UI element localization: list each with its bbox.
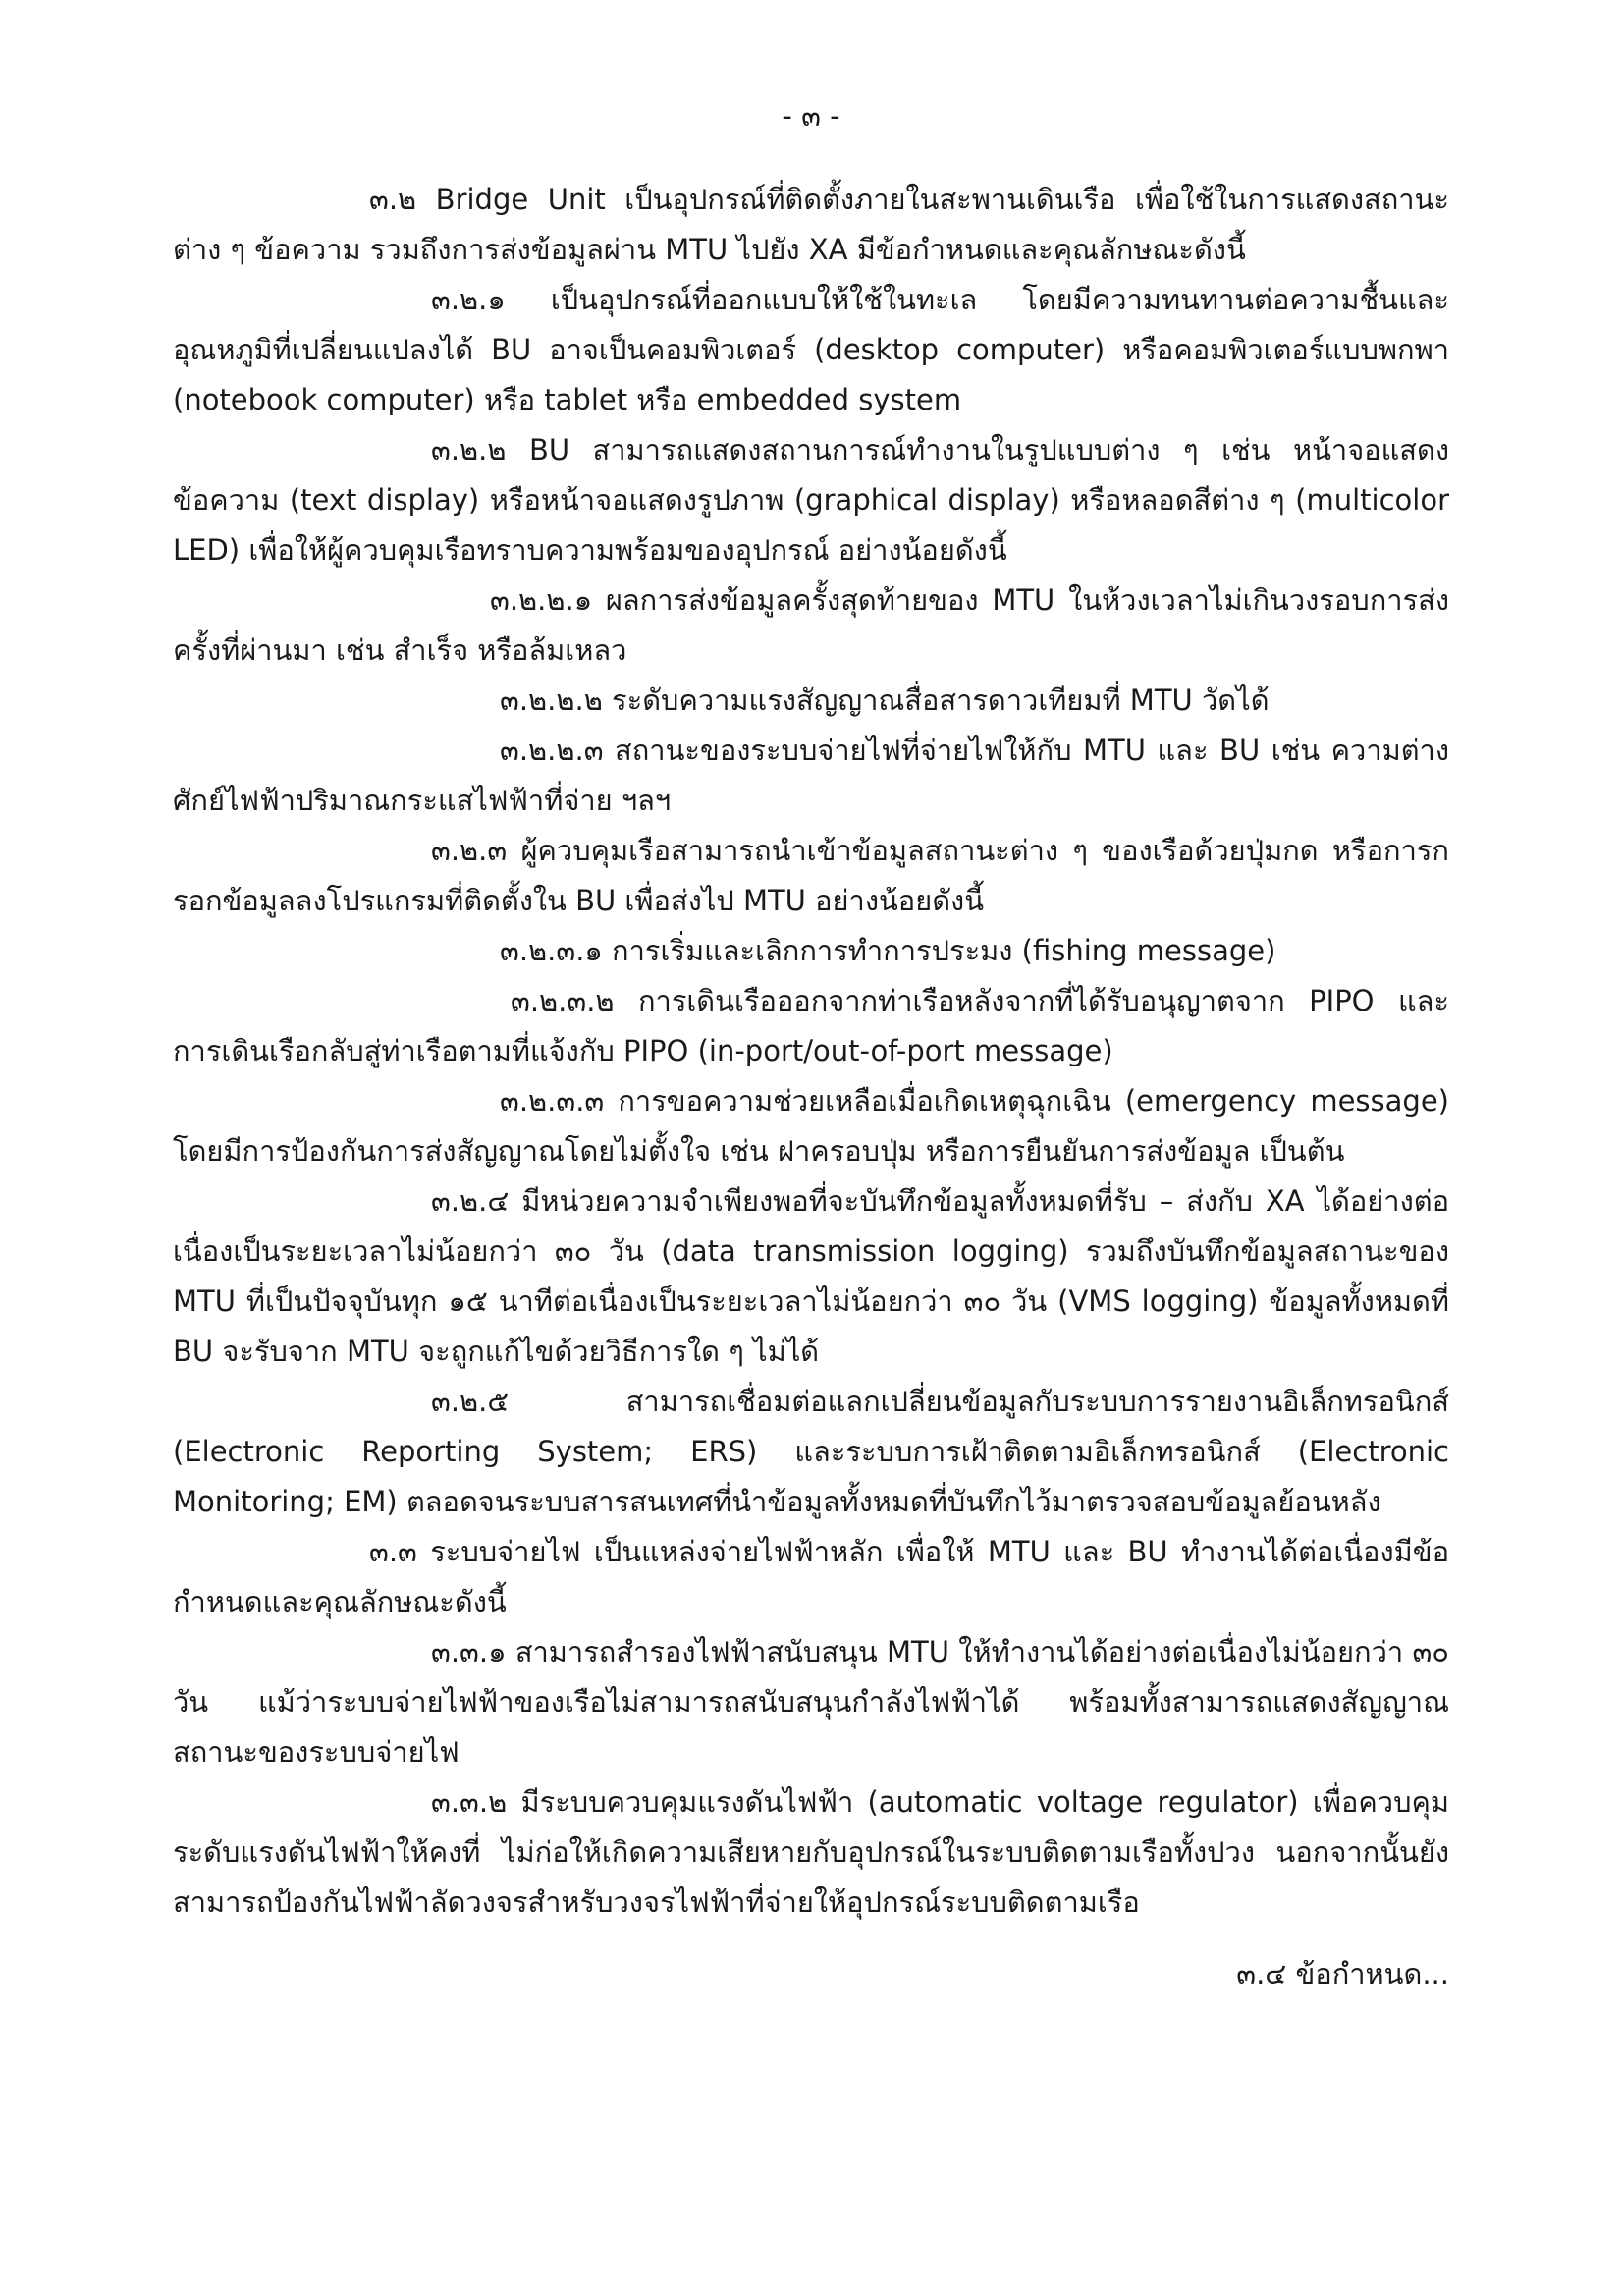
section-3-2-2-1: ๓.๒.๒.๑ ผลการส่งข้อมูลครั้งสุดท้ายของ MTU ในห้วงเวลาไม่เกินวงรอบการส่งครั้งที่ผ่านมา เช่น สำเร็จ หรือล้มเหลว xyxy=(173,583,1449,667)
section-3-2-2-2: ๓.๒.๒.๒ ระดับความแรงสัญญาณสื่อสารดาวเทียมที่ MTU วัดได้ xyxy=(500,683,1270,717)
section-3-2-2: ๓.๒.๒ BU สามารถแสดงสถานการณ์ทำงานในรูปแบบต่าง ๆ เช่น หน้าจอแสดงข้อความ (text display) หรือหน้าจอแสดงรูปภาพ (graphical display) หรือหลอดสีต่าง ๆ (multicolor LED) เพื่อให้ผู้ควบคุมเรือทราบความพร้อมของอุปกรณ์ อย่างน้อยดังนี้ xyxy=(173,433,1449,567)
document-body xyxy=(173,175,1449,1928)
section-3-2-3: ๓.๒.๓ ผู้ควบคุมเรือสามารถนำเข้าข้อมูลสถานะต่าง ๆ ของเรือด้วยปุ่มกด หรือการกรอกข้อมูลลงโปรแกรมที่ติดตั้งใน BU เพื่อส่งไป MTU อย่างน้อยดังนี้ xyxy=(173,834,1449,917)
section-3-3-1: ๓.๓.๑ สามารถสำรองไฟฟ้าสนับสนุน MTU ให้ทำงานได้อย่างต่อเนื่องไม่น้อยกว่า ๓๐ วัน แม้ว่าระบบจ่ายไฟฟ้าของเรือไม่สามารถสนับสนุนกำลังไฟฟ้าได้ พร้อมทั้งสามารถแสดงสัญญาณสถานะของระบบจ่ายไฟ xyxy=(173,1635,1449,1769)
section-3-2-3-3: ๓.๒.๓.๓ การขอความช่วยเหลือเมื่อเกิดเหตุฉุกเฉิน (emergency message) โดยมีการป้องกันการส่งสัญญาณโดยไม่ตั้งใจ เช่น ฝาครอบปุ่ม หรือการยืนยันการส่งข้อมูล เป็นต้น xyxy=(173,1084,1449,1168)
continuation-marker: ๓.๔ ข้อกำหนด... xyxy=(1236,1957,1449,1991)
page-number: - ๓ - xyxy=(782,99,840,133)
section-3-3-2: ๓.๓.๒ มีระบบควบคุมแรงดันไฟฟ้า (automatic voltage regulator) เพื่อควบคุมระดับแรงดันไฟฟ้าให้คงที่ ไม่ก่อให้เกิดความเสียหายกับอุปกรณ์ในระบบติดตามเรือทั้งปวง นอกจากนั้นยังสามารถป้องกันไฟฟ้าลัดวงจรสำหรับวงจรไฟฟ้าที่จ่ายให้อุปกรณ์ระบบติดตามเรือ xyxy=(173,1785,1449,1919)
section-3-2: ๓.๒ Bridge Unit เป็นอุปกรณ์ที่ติดตั้งภายในสะพานเดินเรือ เพื่อใช้ในการแสดงสถานะต่าง ๆ ข้อความ รวมถึงการส่งข้อมูลผ่าน MTU ไปยัง XA มีข้อกำหนดและคุณลักษณะดังนี้ xyxy=(173,183,1449,266)
section-3-2-4: ๓.๒.๔ มีหน่วยความจำเพียงพอที่จะบันทึกข้อมูลทั้งหมดที่รับ – ส่งกับ XA ได้อย่างต่อเนื่องเป็นระยะเวลาไม่น้อยกว่า ๓๐ วัน (data transmission logging) รวมถึงบันทึกข้อมูลสถานะของ MTU ที่เป็นปัจจุบันทุก ๑๕ นาทีต่อเนื่องเป็นระยะเวลาไม่น้อยกว่า ๓๐ วัน (VMS logging) ข้อมูลทั้งหมดที่ BU จะรับจาก MTU จะถูกแก้ไขด้วยวิธีการใด ๆ ไม่ได้ xyxy=(173,1184,1449,1368)
section-3-2-5: ๓.๒.๕ สามารถเชื่อมต่อแลกเปลี่ยนข้อมูลกับระบบการรายงานอิเล็กทรอนิกส์ (Electronic Reporting System; ERS) และระบบการเฝ้าติดตามอิเล็กทรอนิกส์ (Electronic Monitoring; EM) ตลอดจนระบบสารสนเทศที่นำข้อมูลทั้งหมดที่บันทึกไว้มาตรวจสอบข้อมูลย้อนหลัง xyxy=(173,1385,1449,1518)
section-3-3: ๓.๓ ระบบจ่ายไฟ เป็นแหล่งจ่ายไฟฟ้าหลัก เพื่อให้ MTU และ BU ทำงานได้ต่อเนื่องมีข้อกำหนดและคุณลักษณะดังนี้ xyxy=(173,1535,1449,1618)
section-3-2-1: ๓.๒.๑ เป็นอุปกรณ์ที่ออกแบบให้ใช้ในทะเล โดยมีความทนทานต่อความชื้นและอุณหภูมิที่เปลี่ยนแปลงได้ BU อาจเป็นคอมพิวเตอร์ (desktop computer) หรือคอมพิวเตอร์แบบพกพา (notebook computer) หรือ tablet หรือ embedded system xyxy=(173,283,1449,416)
section-3-2-3-2: ๓.๒.๓.๒ การเดินเรือออกจากท่าเรือหลังจากที่ได้รับอนุญาตจาก PIPO และการเดินเรือกลับสู่ท่าเรือตามที่แจ้งกับ PIPO (in-port/out-of-port message) xyxy=(173,984,1449,1067)
section-3-2-3-1: ๓.๒.๓.๑ การเริ่มและเลิกการทำการประมง (fishing message) xyxy=(500,934,1276,967)
section-3-2-2-3: ๓.๒.๒.๓ สถานะของระบบจ่ายไฟที่จ่ายไฟให้กับ MTU และ BU เช่น ความต่างศักย์ไฟฟ้าปริมาณกระแสไฟฟ้าที่จ่าย ฯลฯ xyxy=(173,734,1449,817)
